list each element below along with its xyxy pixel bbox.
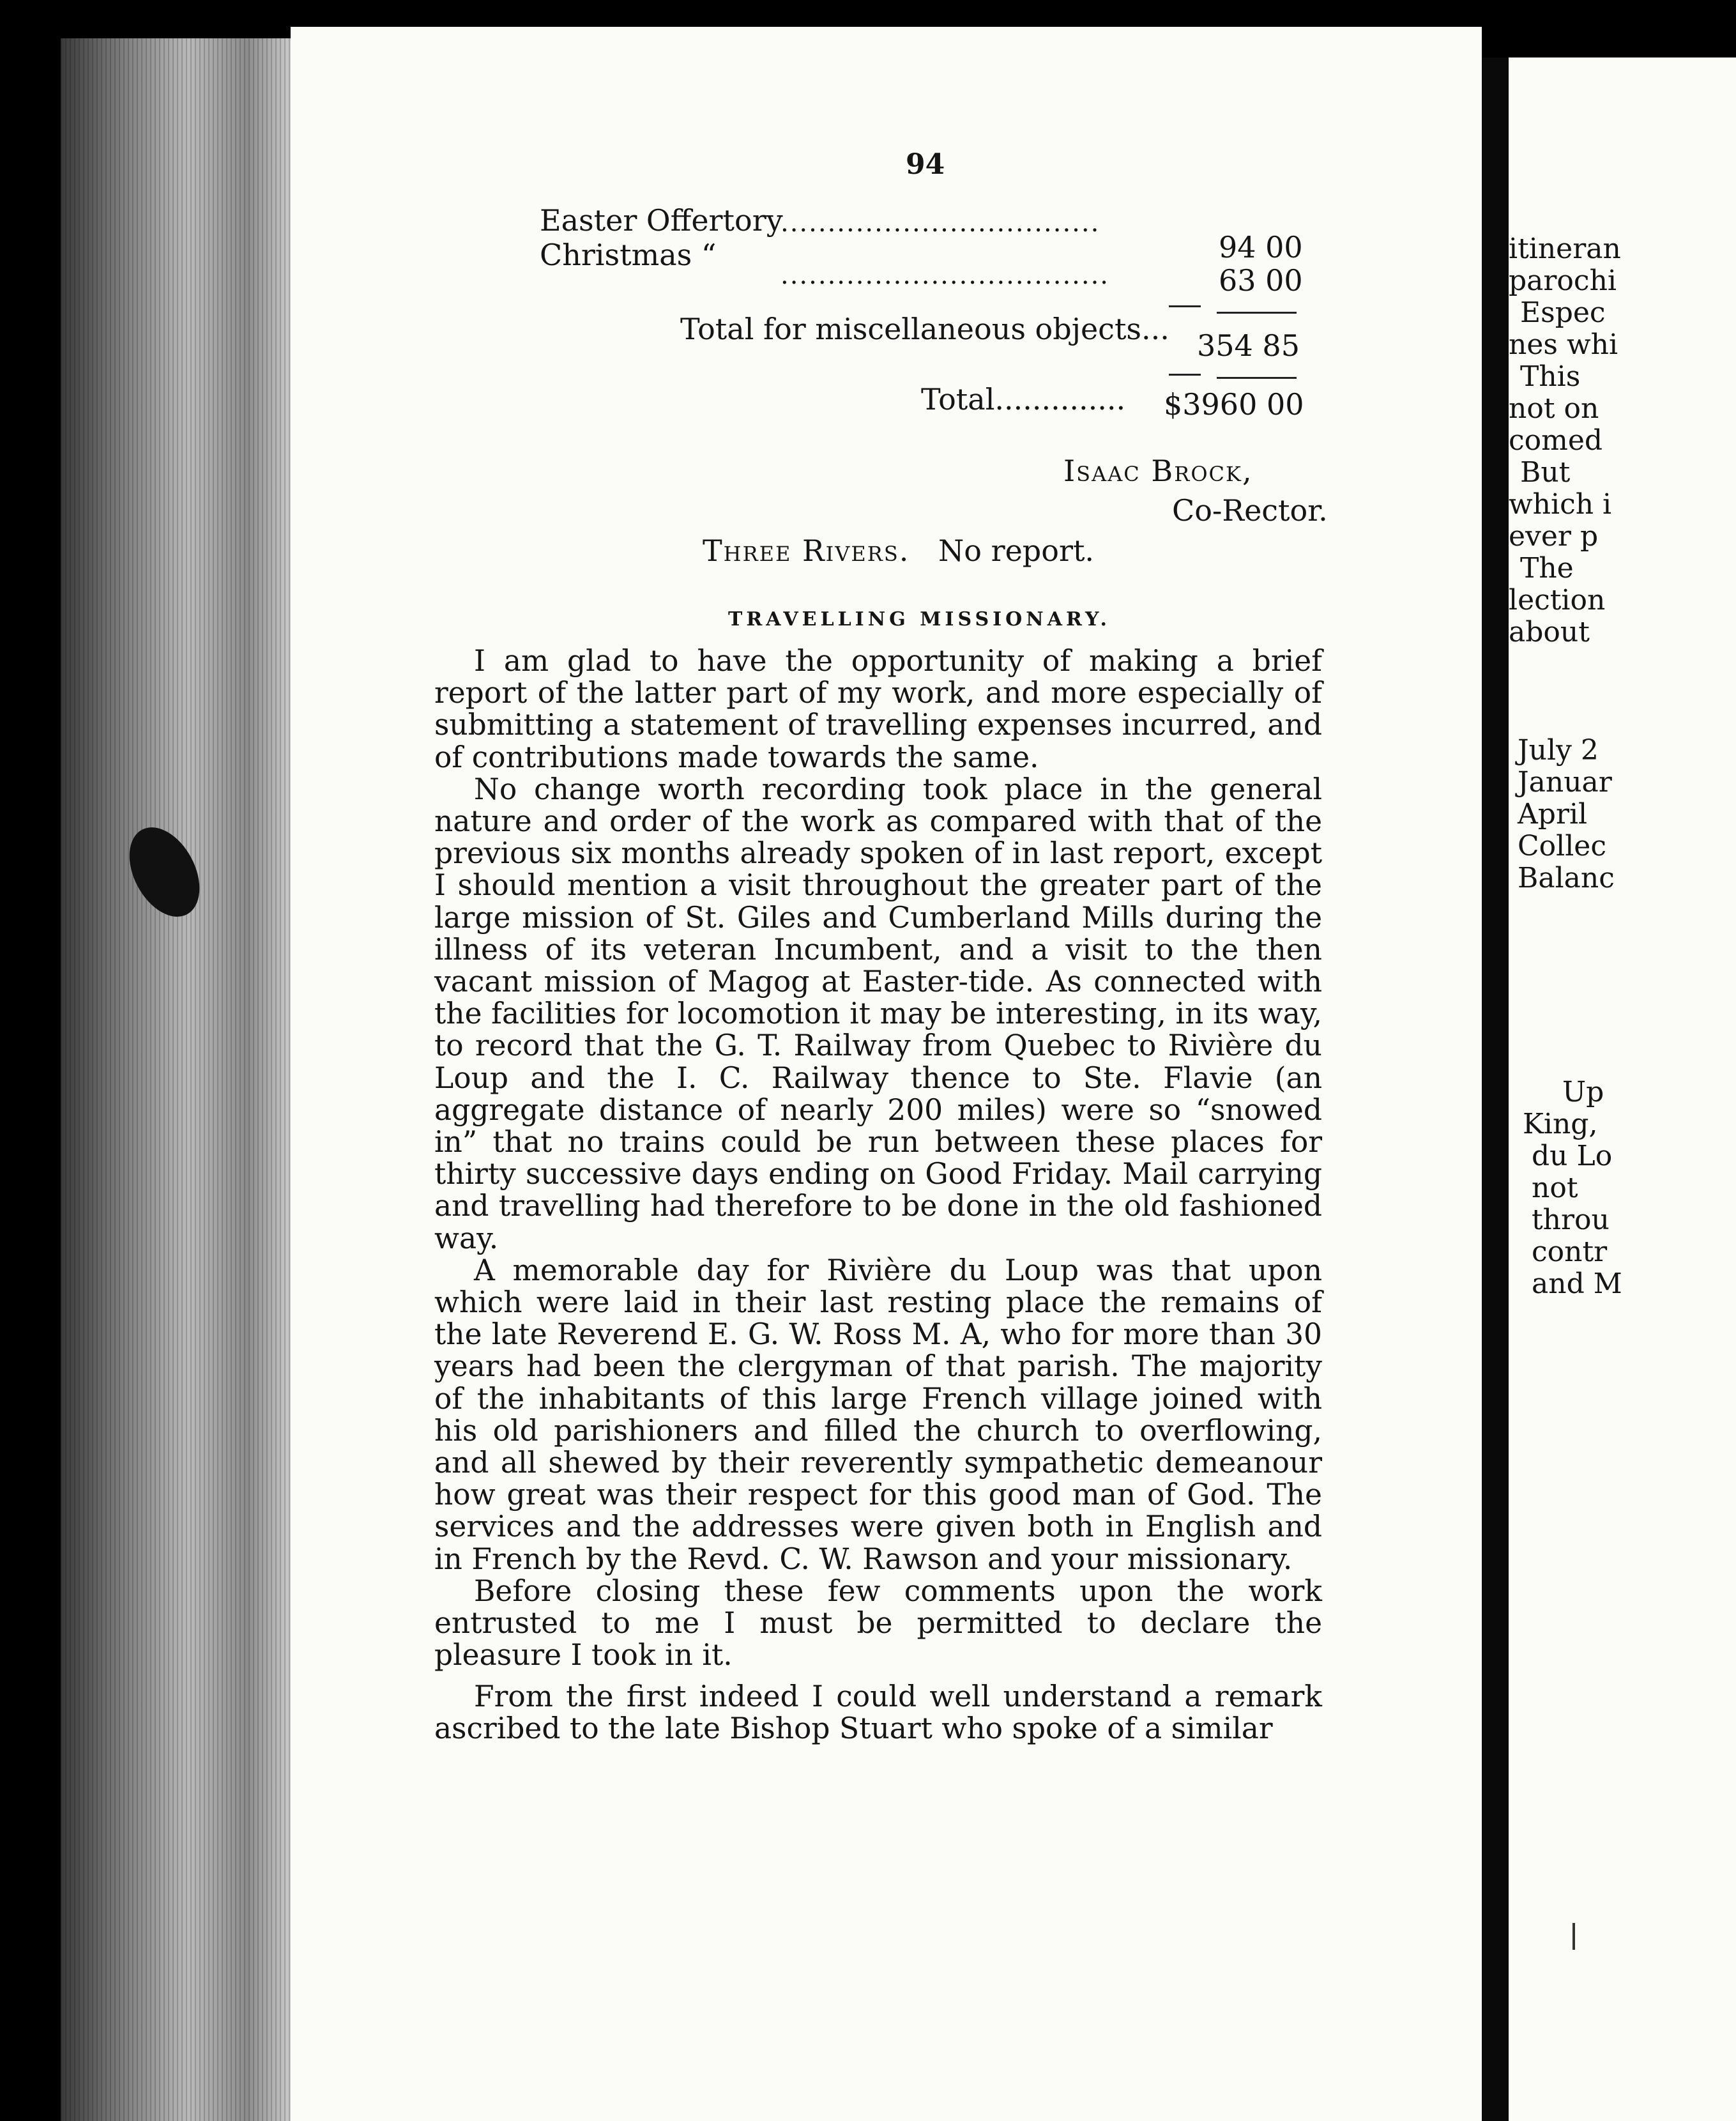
facing-line: about: [1509, 616, 1590, 648]
section-title: TRAVELLING MISSIONARY.: [728, 608, 1111, 631]
facing-line: The: [1520, 552, 1574, 585]
facing-line: Collec: [1518, 830, 1606, 862]
misc-total-label: Total for miscellaneous objects...: [680, 312, 1169, 346]
facing-line: contr: [1532, 1236, 1608, 1268]
paragraph: I am glad to have the opportunity of making a brief report of the latter part of my work, and more especially of submitting a statement of travelling expenses incurred, and of contributions made towards the same.: [434, 644, 1322, 774]
facing-line: ever p: [1509, 520, 1599, 553]
book-gutter: [1482, 57, 1509, 2121]
facing-line: comed: [1509, 424, 1603, 457]
account-leaders: ...................................: [780, 261, 1110, 290]
sum-rule: [1169, 305, 1201, 307]
facing-line: itineran: [1509, 233, 1621, 265]
facing-line: King,: [1523, 1108, 1598, 1140]
paragraph: From the first indeed I could well understand a remark ascribed to the late Bishop Stuart who spoke of a similar: [434, 1679, 1322, 1745]
grand-total-label: Total..............: [921, 382, 1126, 417]
three-rivers-heading: Three Rivers.: [703, 533, 910, 568]
facing-line: du Lo: [1532, 1140, 1613, 1172]
three-rivers-line: [703, 533, 1094, 568]
grand-total-amount: $3960 00: [1164, 387, 1304, 422]
facing-line: which i: [1509, 488, 1612, 521]
signature-name: Isaac Brock,: [1063, 454, 1253, 488]
sum-rule: [1217, 312, 1297, 314]
facing-line: Espec: [1520, 296, 1606, 329]
sum-rule: [1169, 374, 1201, 376]
page-mark: [1572, 1923, 1575, 1950]
facing-line: not on: [1509, 392, 1599, 425]
facing-line: throu: [1532, 1204, 1610, 1236]
account-amount-christmas: 63 00: [1219, 263, 1303, 298]
paragraph: No change worth recording took place in the general nature and order of the work as compared with that of the previous six months already spoken of in last report, except I should mention a visit throughout the greater part of the large mission of St. Giles and Cumberland Mills during the illness of its veteran Incumbent, and a visit to the then vacant mission of Magog at Easter-tide. As connected with the facilities for locomotion it may be interesting, in its way, to record that the G. T. Railway from Quebec to Rivière du Loup and the I. C. Railway thence to Ste. Flavie (an aggregate distance of nearly 200 miles) were so “snowed in” that no trains could be run between these places for thirty successive days ending on Good Friday. Mail carrying and travelling had therefore to be done in the old fashioned way.: [434, 772, 1322, 1255]
facing-line: But: [1520, 456, 1571, 489]
facing-block-1: [1509, 233, 1621, 648]
account-label-easter: Easter Offertory: [540, 203, 783, 238]
facing-line: nes whi: [1509, 328, 1618, 361]
facing-line: Up: [1562, 1076, 1604, 1108]
facing-line: parochi: [1509, 264, 1617, 297]
facing-line: lection: [1509, 584, 1606, 616]
facing-line: July 2: [1518, 734, 1599, 767]
account-amount-easter: 94 00: [1219, 230, 1303, 264]
page-block-lines: [61, 38, 294, 2121]
facing-line: and M: [1532, 1267, 1622, 1300]
facing-line: not: [1532, 1172, 1578, 1204]
report-body: [434, 645, 1322, 1745]
signature-title: Co-Rector.: [1172, 493, 1328, 528]
facing-block-3: [1509, 1076, 1622, 1300]
misc-total-amount: 354 85: [1197, 328, 1300, 363]
facing-line: Januar: [1518, 766, 1612, 799]
facing-line: This: [1520, 360, 1581, 393]
facing-line: Balanc: [1518, 862, 1615, 894]
page-number: 94: [906, 148, 945, 181]
sum-rule: [1217, 377, 1297, 379]
facing-line: April: [1518, 798, 1588, 831]
account-leaders: ..................................: [780, 208, 1100, 238]
account-label-christmas: Christmas “: [540, 238, 717, 272]
facing-block-2: [1518, 735, 1615, 894]
right-page: [1509, 57, 1736, 2121]
paragraph: A memorable day for Rivière du Loup was that upon which were laid in their last resting place the remains of the late Reverend E. G. W. Ross M. A, who for more than 30 years had been the clergyman of that parish. The majority of the inhabitants of this large French village joined with his old parishioners and filled the church to overflowing, and all shewed by their reverently sympathetic demeanour how great was their respect for this good man of God. The services and the addresses were given both in English and in French by the Revd. C. W. Rawson and your missionary.: [434, 1253, 1322, 1576]
paragraph: Before closing these few comments upon the work entrusted to me I must be permitted to declare the pleasure I took in it.: [434, 1574, 1322, 1673]
three-rivers-text: No report.: [938, 533, 1095, 568]
